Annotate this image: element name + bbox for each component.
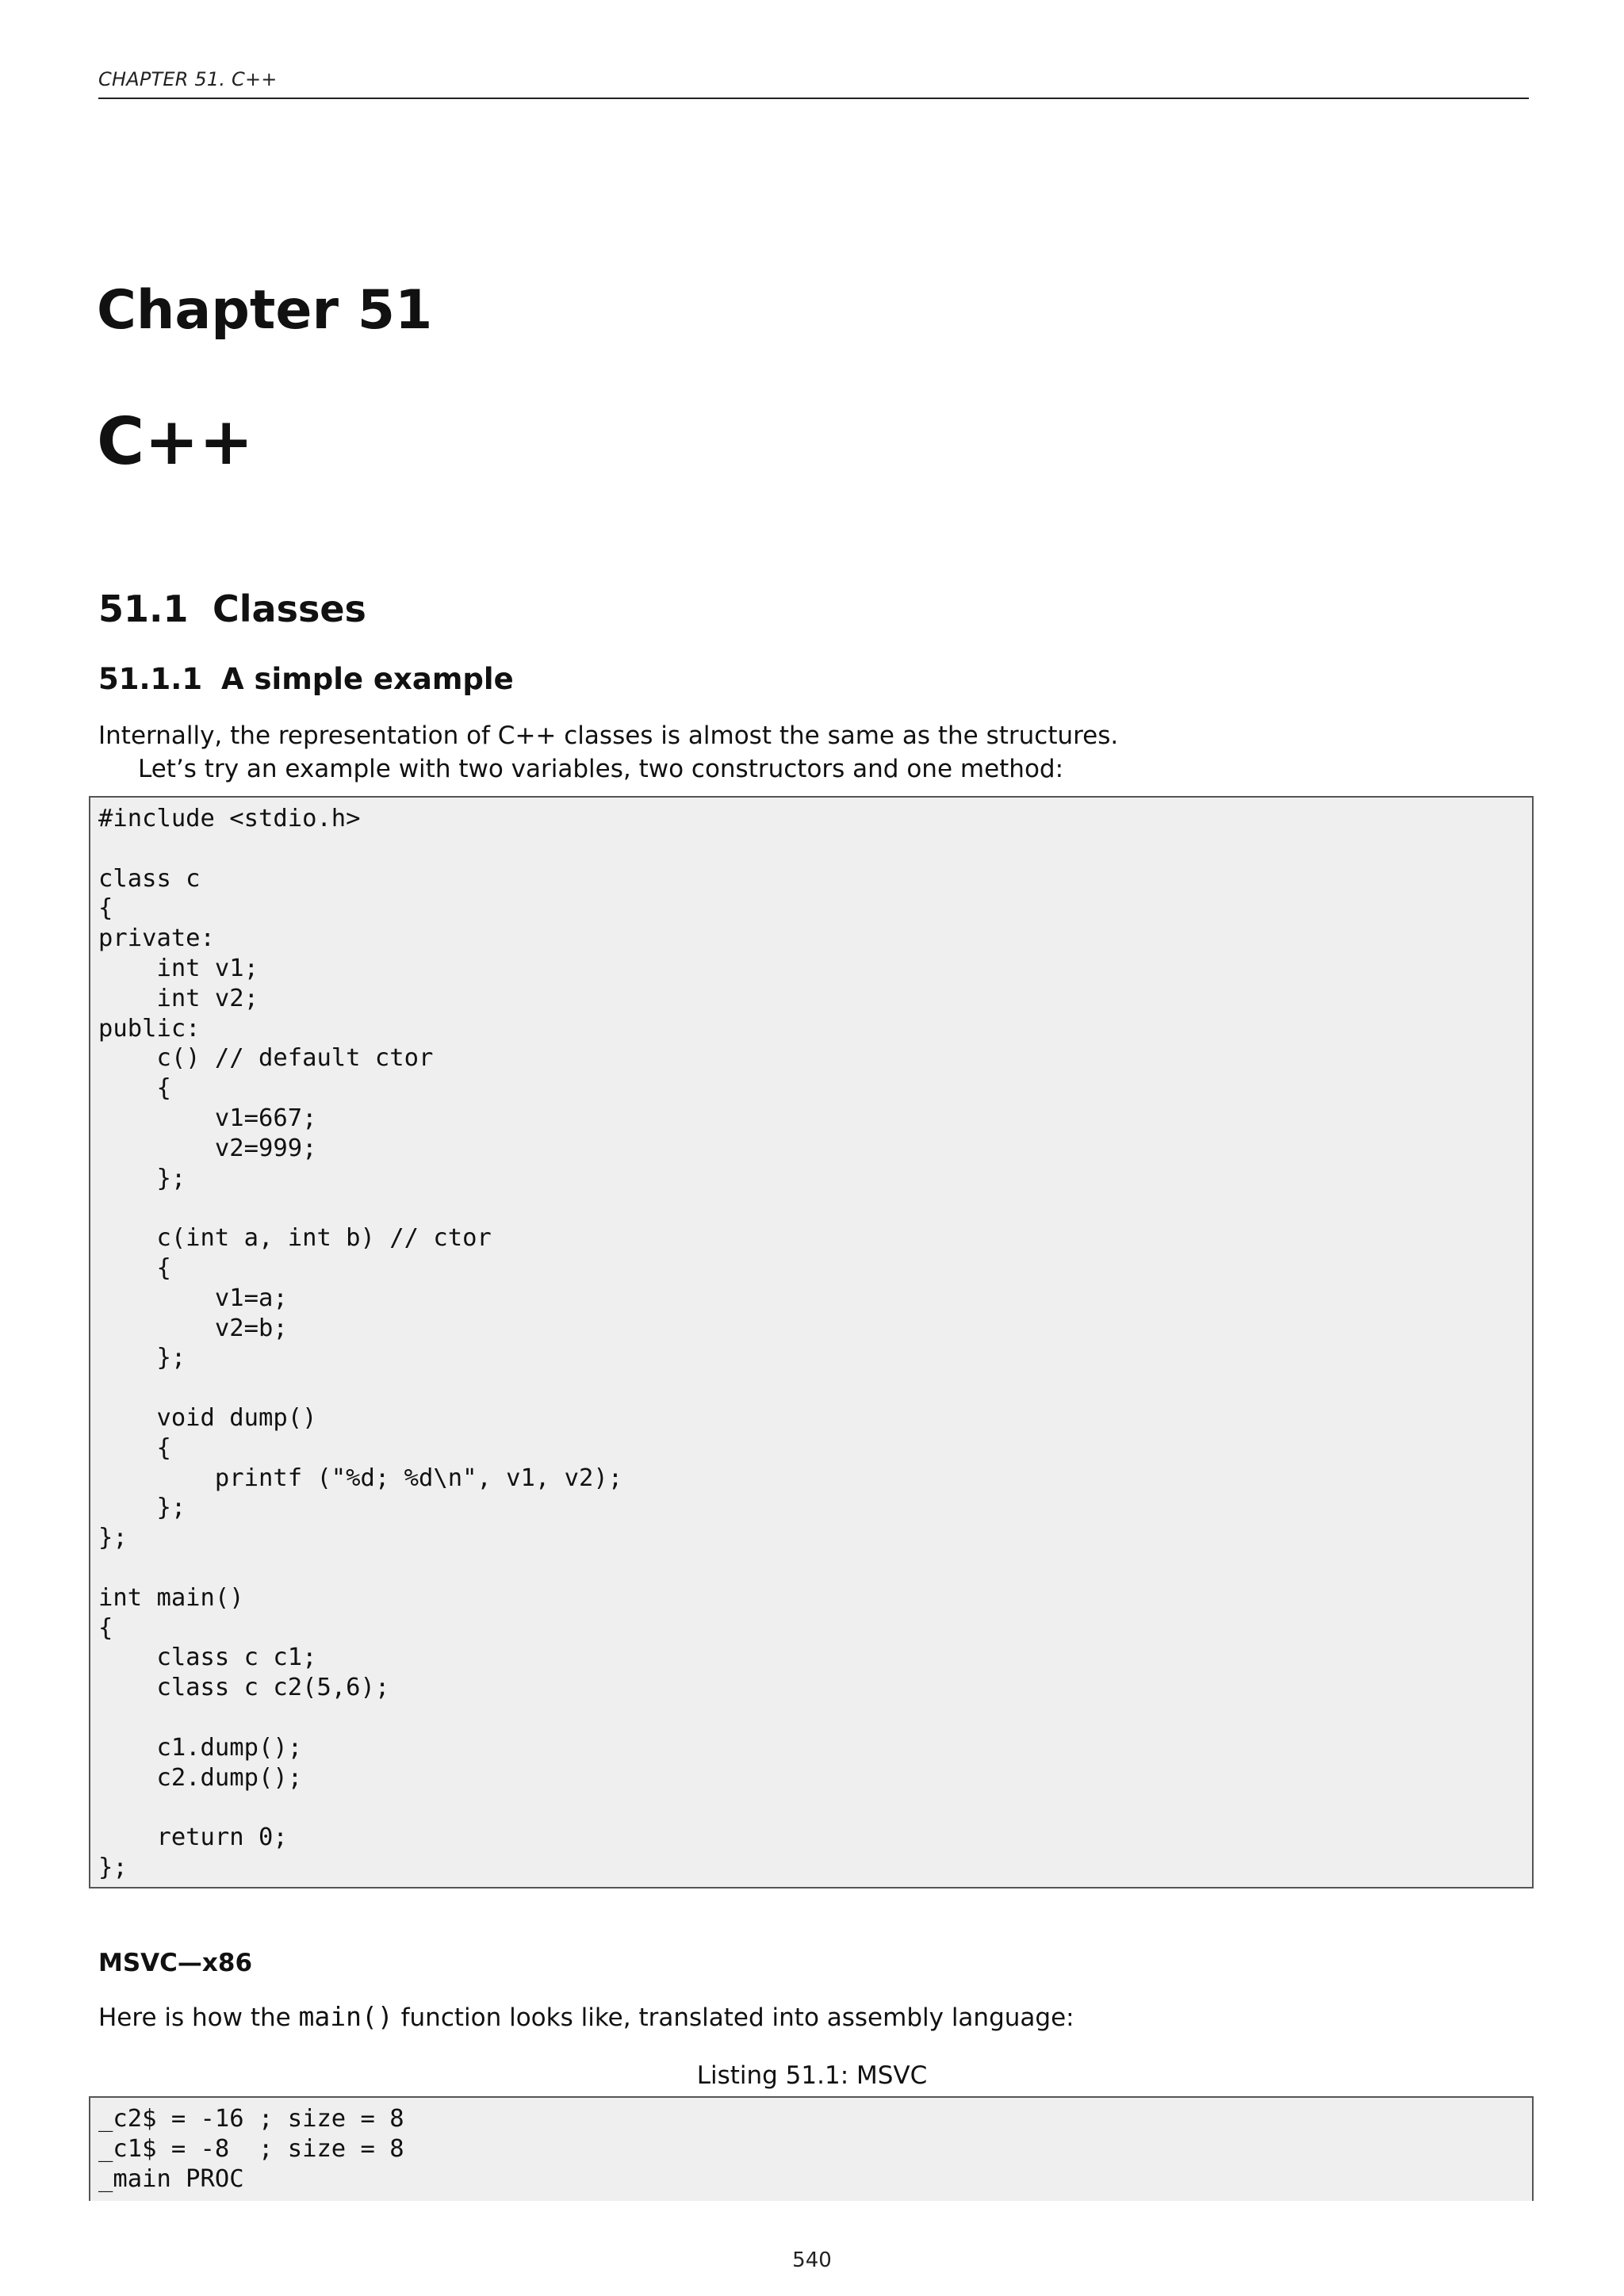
listing-caption: Listing 51.1: MSVC <box>696 2061 928 2090</box>
section-heading <box>98 587 366 631</box>
msvc-heading: MSVC—x86 <box>98 1949 253 1977</box>
code-listing-asm <box>89 2096 1534 2201</box>
header-rule <box>98 98 1529 99</box>
code-listing-cpp <box>89 796 1534 1888</box>
code-listing-asm-text: _c2$ = -16 ; size = 8 _c1$ = -8 ; size = 8 _main PROC <box>98 2105 404 2193</box>
section-title: Classes <box>213 587 366 630</box>
code-listing-cpp-text: #include <stdio.h> class c { private: int v1; int v2; public: c() // default ctor { v1=667; v2=999; }; c(int a, int b) // ctor { v1=a; v2=b; }; void dump() { printf ("%d; %d\n", v1, v2); }; }; int main() { class c c1; class c c2(5,6); c1.dump(); c2.dump(); return 0; }; <box>98 805 623 1881</box>
inline-code-main: main() <box>298 2001 393 2032</box>
msvc-paragraph-after: function looks like, translated into assembly language: <box>393 2003 1074 2032</box>
subsection-title: A simple example <box>221 662 514 696</box>
chapter-title: C++ <box>97 404 254 480</box>
intro-paragraph: Internally, the representation of C++ classes is almost the same as the structures. <box>98 721 1119 750</box>
msvc-paragraph-before: Here is how the <box>98 2003 299 2032</box>
subsection-heading <box>98 661 514 698</box>
chapter-label: Chapter 51 <box>97 279 433 342</box>
section-number: 51.1 <box>98 587 189 630</box>
msvc-paragraph <box>98 2001 1074 2034</box>
running-header: CHAPTER 51. C++ <box>98 68 278 90</box>
page-number: 540 <box>792 2248 832 2272</box>
subsection-number: 51.1.1 <box>98 662 203 696</box>
example-paragraph: Let’s try an example with two variables, two constructors and one method: <box>138 755 1064 783</box>
